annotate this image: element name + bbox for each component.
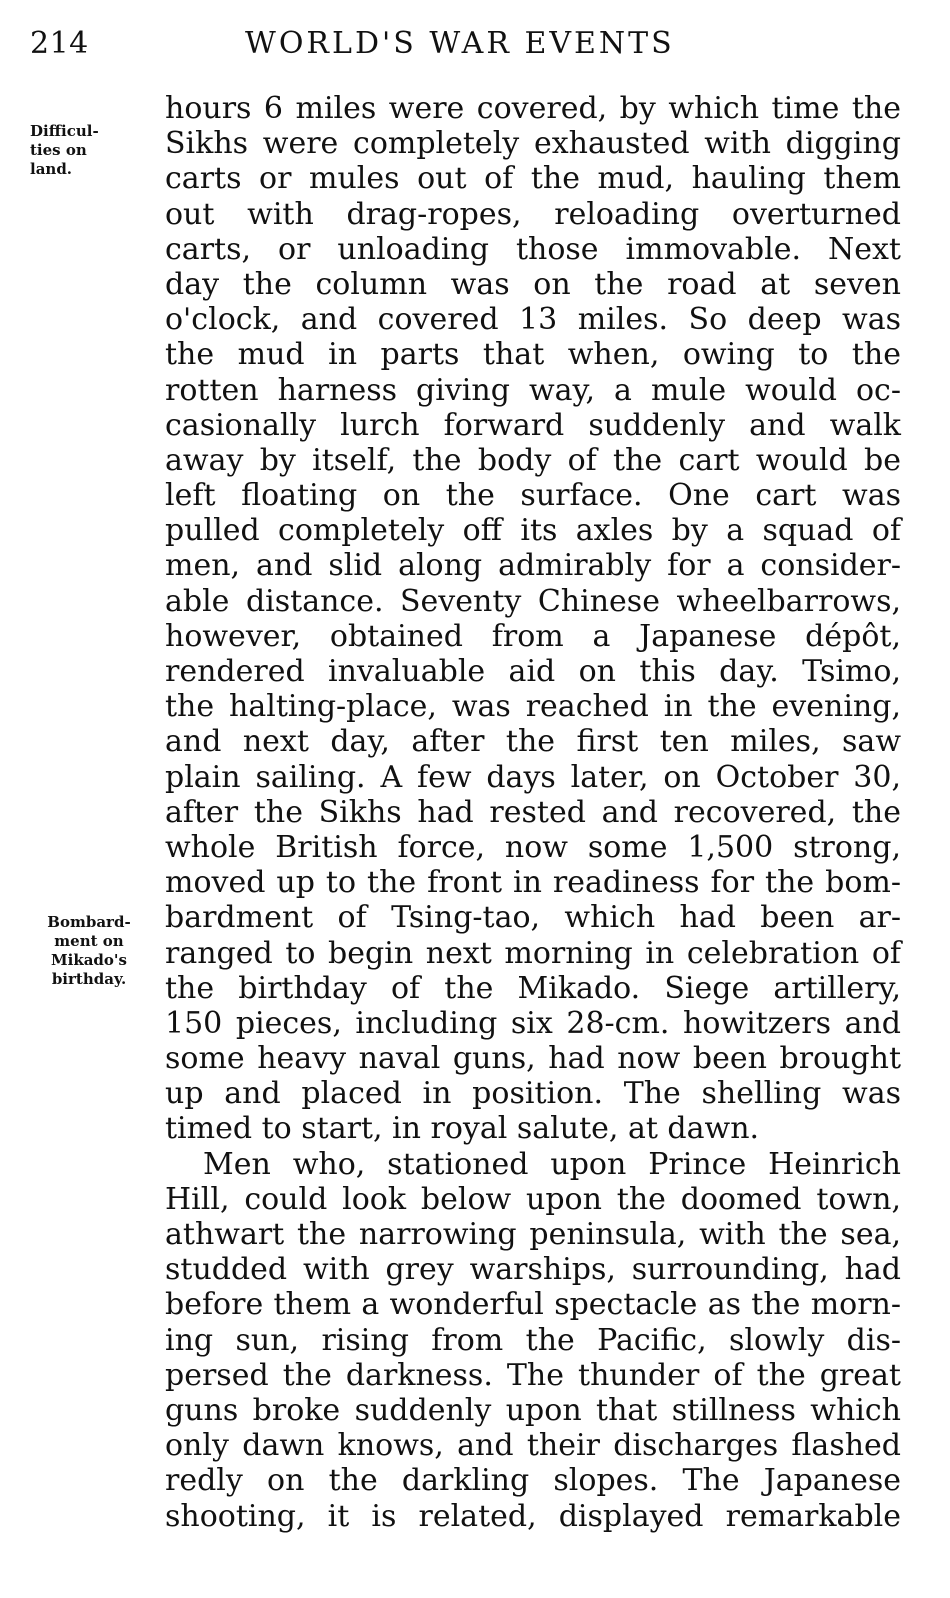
text-line: away by itself, the body of the cart would be	[165, 442, 901, 478]
text-line: rendered invaluable aid on this day. Tsimo,	[165, 654, 901, 689]
text-line: up and placed in position. The shelling was	[165, 1076, 901, 1112]
text-line: after the Sikhs had rested and recovered, the	[165, 794, 901, 830]
text-line: carts or mules out of the mud, hauling them	[165, 161, 901, 197]
margin-note-line: Bombard-	[47, 913, 131, 931]
text-line: o'clock, and covered 13 miles. So deep was	[165, 302, 901, 338]
margin-note-line: Difficul-	[30, 122, 99, 140]
text-line: only dawn knows, and their discharges flashed	[165, 1428, 901, 1464]
text-line: whole British force, now some 1,500 strong,	[165, 829, 901, 865]
text-line: 150 pieces, including six 28-cm. howitzers and	[165, 1005, 901, 1041]
page-number: 214	[30, 26, 89, 61]
text-line: persed the darkness. The thunder of the great	[165, 1357, 901, 1393]
text-line: the halting-place, was reached in the evening,	[165, 689, 901, 725]
margin-note-bombardment	[30, 913, 155, 989]
margin-note-line: birthday.	[51, 970, 127, 988]
text-line: the mud in parts that when, owing to the	[165, 337, 901, 373]
text-line: men, and slid along admirably for a consider-	[165, 548, 901, 584]
running-head: WORLD'S WAR EVENTS	[245, 26, 675, 61]
text-line: and next day, after the first ten miles, saw	[165, 724, 901, 760]
text-line: redly on the darkling slopes. The Japanese	[165, 1463, 901, 1499]
paragraph-start-line: Men who, stationed upon Prince Heinrich	[203, 1146, 901, 1182]
text-line: Hill, could look below upon the doomed town,	[165, 1181, 901, 1217]
text-line: left floating on the surface. One cart was	[165, 478, 901, 514]
text-line: moved up to the front in readiness for the bom-	[165, 865, 901, 901]
text-line: able distance. Seventy Chinese wheelbarrows,	[165, 583, 901, 619]
text-line: hours 6 miles were covered, by which time the	[165, 91, 901, 126]
text-line: guns broke suddenly upon that stillness which	[165, 1392, 901, 1428]
margin-note-difficulties	[30, 122, 155, 179]
text-line: Sikhs were completely exhausted with digging	[165, 126, 901, 162]
text-line: out with drag-ropes, reloading overturned	[165, 196, 901, 232]
text-line: ranged to begin next morning in celebration of	[165, 935, 901, 971]
text-line: casionally lurch forward suddenly and walk	[165, 407, 901, 443]
margin-note-line: land.	[30, 160, 73, 178]
text-line: carts, or unloading those immovable. Next	[165, 231, 901, 267]
text-line: rotten harness giving way, a mule would oc-	[165, 372, 901, 408]
text-line: however, obtained from a Japanese dépôt,	[165, 618, 901, 654]
margin-note-line: ties on	[30, 141, 87, 159]
page-header	[30, 26, 920, 70]
paragraph-end-line: timed to start, in royal salute, at dawn.	[165, 1111, 760, 1147]
text-line: plain sailing. A few days later, on October 30,	[165, 759, 901, 795]
text-line: athwart the narrowing peninsula, with the sea,	[165, 1217, 901, 1252]
text-line: some heavy naval guns, had now been brought	[165, 1041, 901, 1077]
text-line: day the column was on the road at seven	[165, 266, 901, 302]
text-line: before them a wonderful spectacle as the morn-	[165, 1287, 901, 1323]
margin-note-line: Mikado's	[51, 951, 127, 969]
text-line: shooting, it is related, displayed remarkable	[165, 1498, 901, 1534]
text-line: ing sun, rising from the Pacific, slowly dis-	[165, 1322, 901, 1358]
text-line: bardment of Tsing-tao, which had been ar-	[165, 900, 901, 936]
margin-note-line: ment on	[54, 932, 124, 950]
text-line: pulled completely off its axles by a squad of	[165, 513, 901, 549]
text-line: studded with grey warships, surrounding, had	[165, 1252, 901, 1288]
text-line: the birthday of the Mikado. Siege artillery,	[165, 970, 901, 1006]
body-text	[165, 91, 901, 1534]
